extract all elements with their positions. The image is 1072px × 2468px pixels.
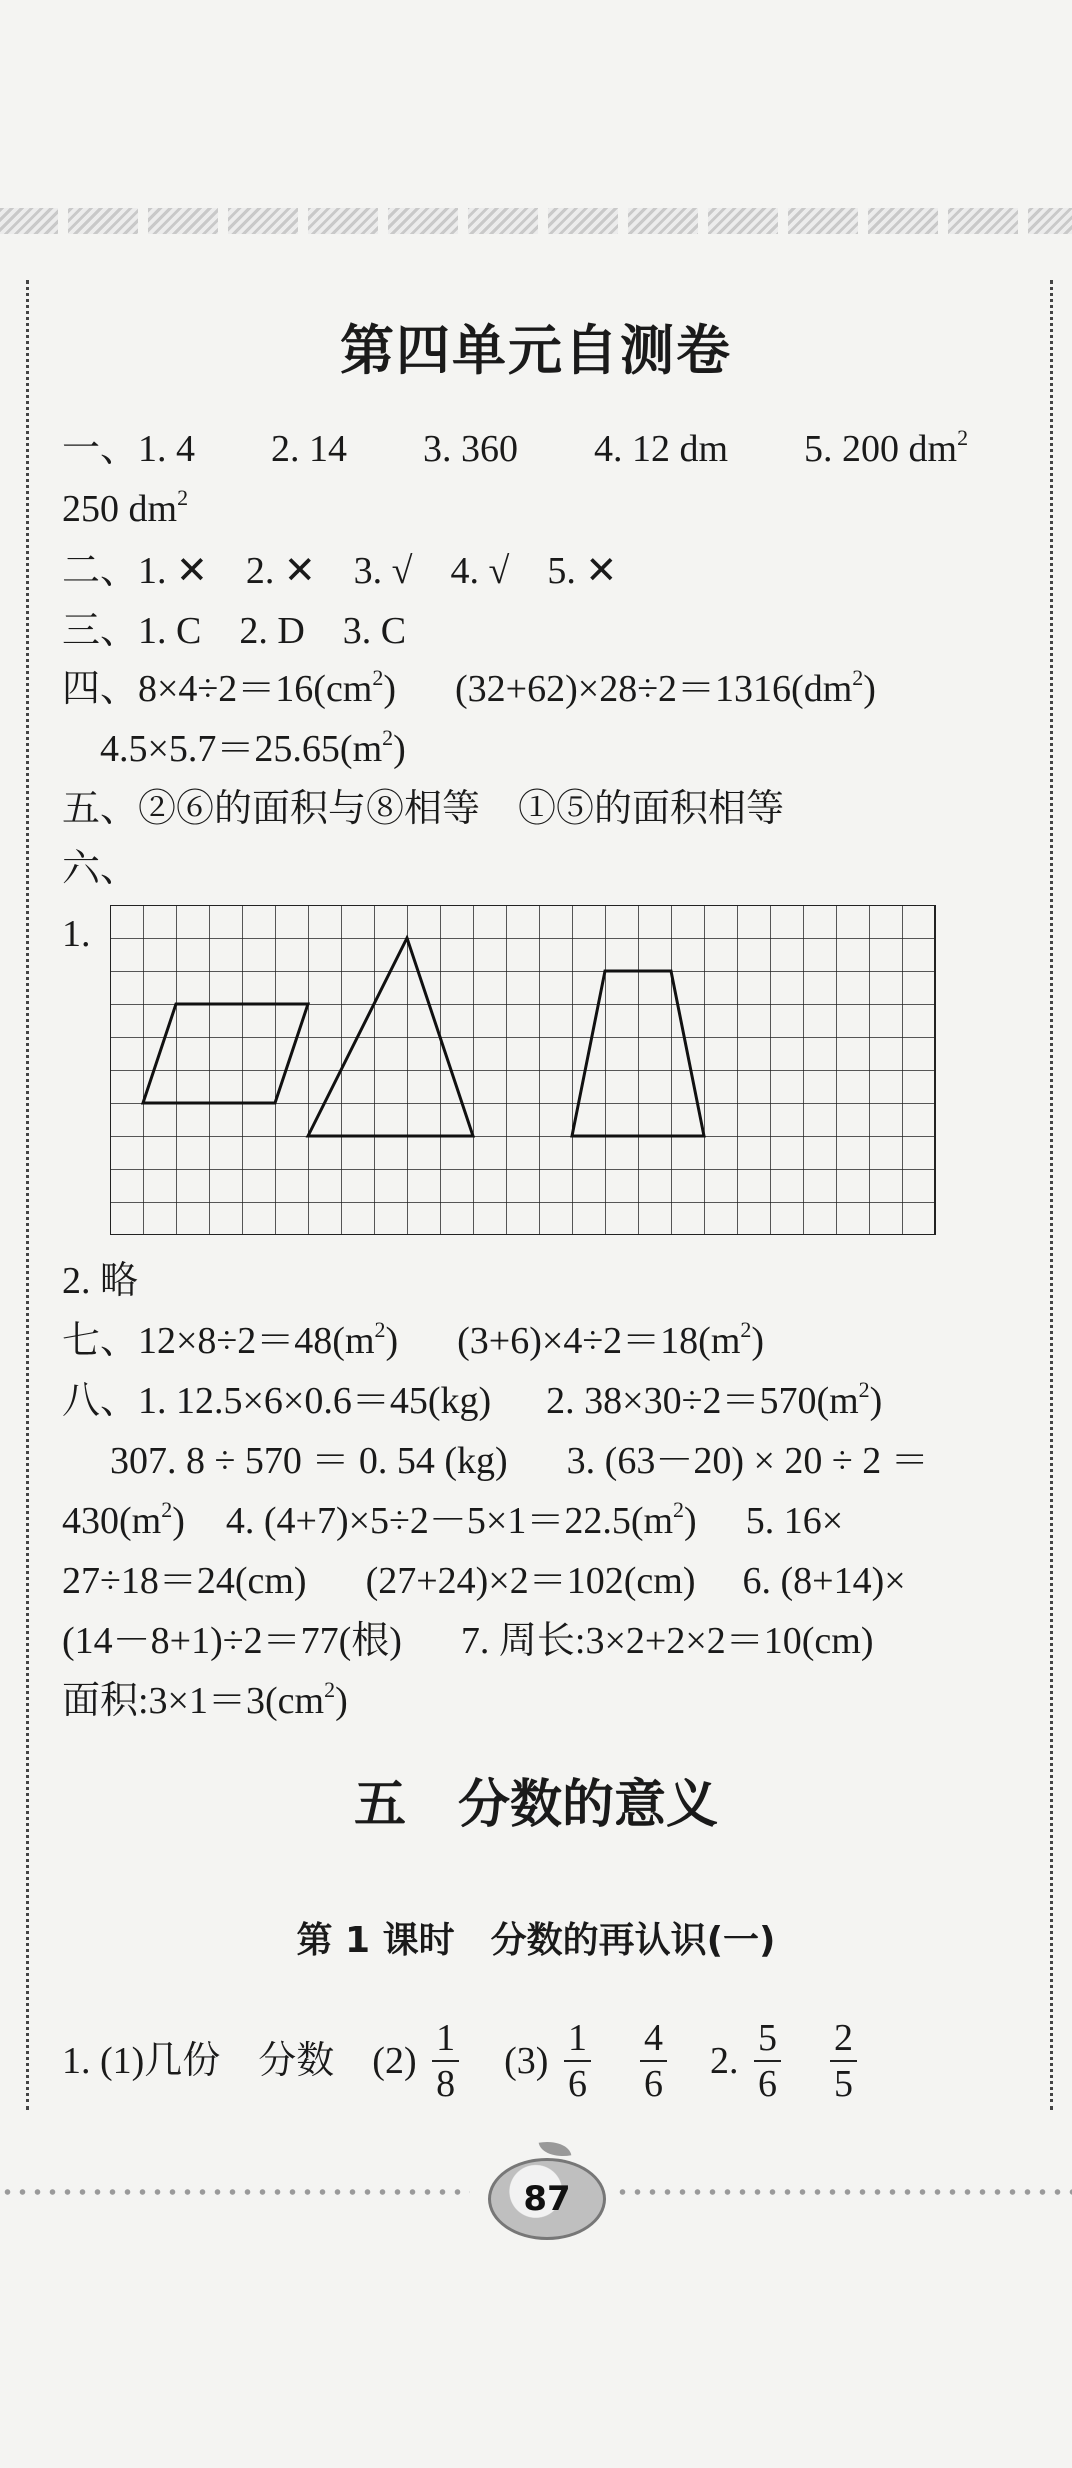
unit-title: 第四单元自测卷 — [340, 319, 732, 382]
page-number: 87 — [523, 2179, 571, 2219]
shape-grid — [110, 905, 940, 1240]
answer-q3: 三、1. C 2. D 3. C — [62, 610, 407, 652]
fraction-5-6: $\frac{5}{6}$ — [754, 2016, 781, 2106]
answer-q6-2: 2. 略 — [62, 1260, 139, 1302]
answer-q8-line4: 27÷18＝24(cm) (27+24)×2＝102(cm) 6. (8+14)× — [62, 1560, 906, 1602]
answer-q4: 四、$8\times 4\div 2=16(cm^2)$ $(32+62)\times 28\div 2=1316(dm^2)$ — [62, 665, 876, 710]
answer-q8-line1: 八、1. 12.5×6×0.6＝45(kg) 2. $38\times 30\div 2=570(m^2)$ — [62, 1377, 883, 1422]
fraction-2-5: $\frac{2}{5}$ — [830, 2016, 857, 2106]
answer-q1-cont: 250 $dm^2$ — [62, 485, 189, 530]
answer-q8-line3: $430(m^2)$ 4. $(4+7)\times 5\div 2-5\times 1=22.5(m^2)$ 5. 16× — [62, 1497, 844, 1542]
bottom-dots-right — [615, 2188, 1072, 2196]
lesson-title: 第 1 课时 分数的再认识(一) — [296, 1920, 776, 1961]
answer-q8-line5: (14－8+1)÷2＝77(根) 7. 周长:3×2+2×2＝10(cm) — [62, 1620, 874, 1662]
answer-q7: 七、$12\times 8\div 2=48(m^2)$ $(3+6)\times 4\div 2=18(m^2)$ — [62, 1317, 765, 1362]
lesson-answer-line: 1. (1)几份 分数 (2) $\frac{1}{8}$ (3) $\frac{1}{6}$ $\frac{4}{6}$ 2. $\frac{5}{6}$ $\frac{2}{5}$ — [62, 2016, 863, 2106]
page-number-badge — [488, 2158, 606, 2240]
answer-q4-cont: $4.5\times 5.7=25.65(m^2)$ — [100, 725, 406, 770]
answer-q6-1: 1. — [62, 913, 91, 955]
section-title: 五 分数的意义 — [353, 1775, 718, 1835]
bottom-dots-left — [0, 2188, 470, 2196]
answer-q8-line2: 307. 8 ÷ 570 ＝ 0. 54 (kg) 3. (63－20) × 20 ÷ 2 ＝ — [110, 1440, 929, 1482]
answer-q2: 二、1. ✕ 2. ✕ 3. √ 4. √ 5. ✕ — [62, 550, 618, 592]
fraction-4-6: $\frac{4}{6}$ — [640, 2016, 667, 2106]
fraction-1-6: $\frac{1}{6}$ — [564, 2016, 591, 2106]
top-decorative-border — [0, 208, 1072, 234]
answer-q1: 一、1. 4 2. 14 3. 360 4. 12 dm 5. 200 $dm^2$ — [62, 425, 969, 470]
answer-q6: 六、 — [62, 848, 139, 890]
fraction-1-8: $\frac{1}{8}$ — [432, 2016, 459, 2106]
apple-leaf-icon — [539, 2138, 572, 2161]
grid-drawing — [110, 905, 940, 1235]
answer-q8-line6: 面积$:3\times 1=3(cm^2)$ — [62, 1677, 348, 1722]
answer-q5: 五、②⑥的面积与⑧相等 ①⑤的面积相等 — [62, 788, 785, 830]
